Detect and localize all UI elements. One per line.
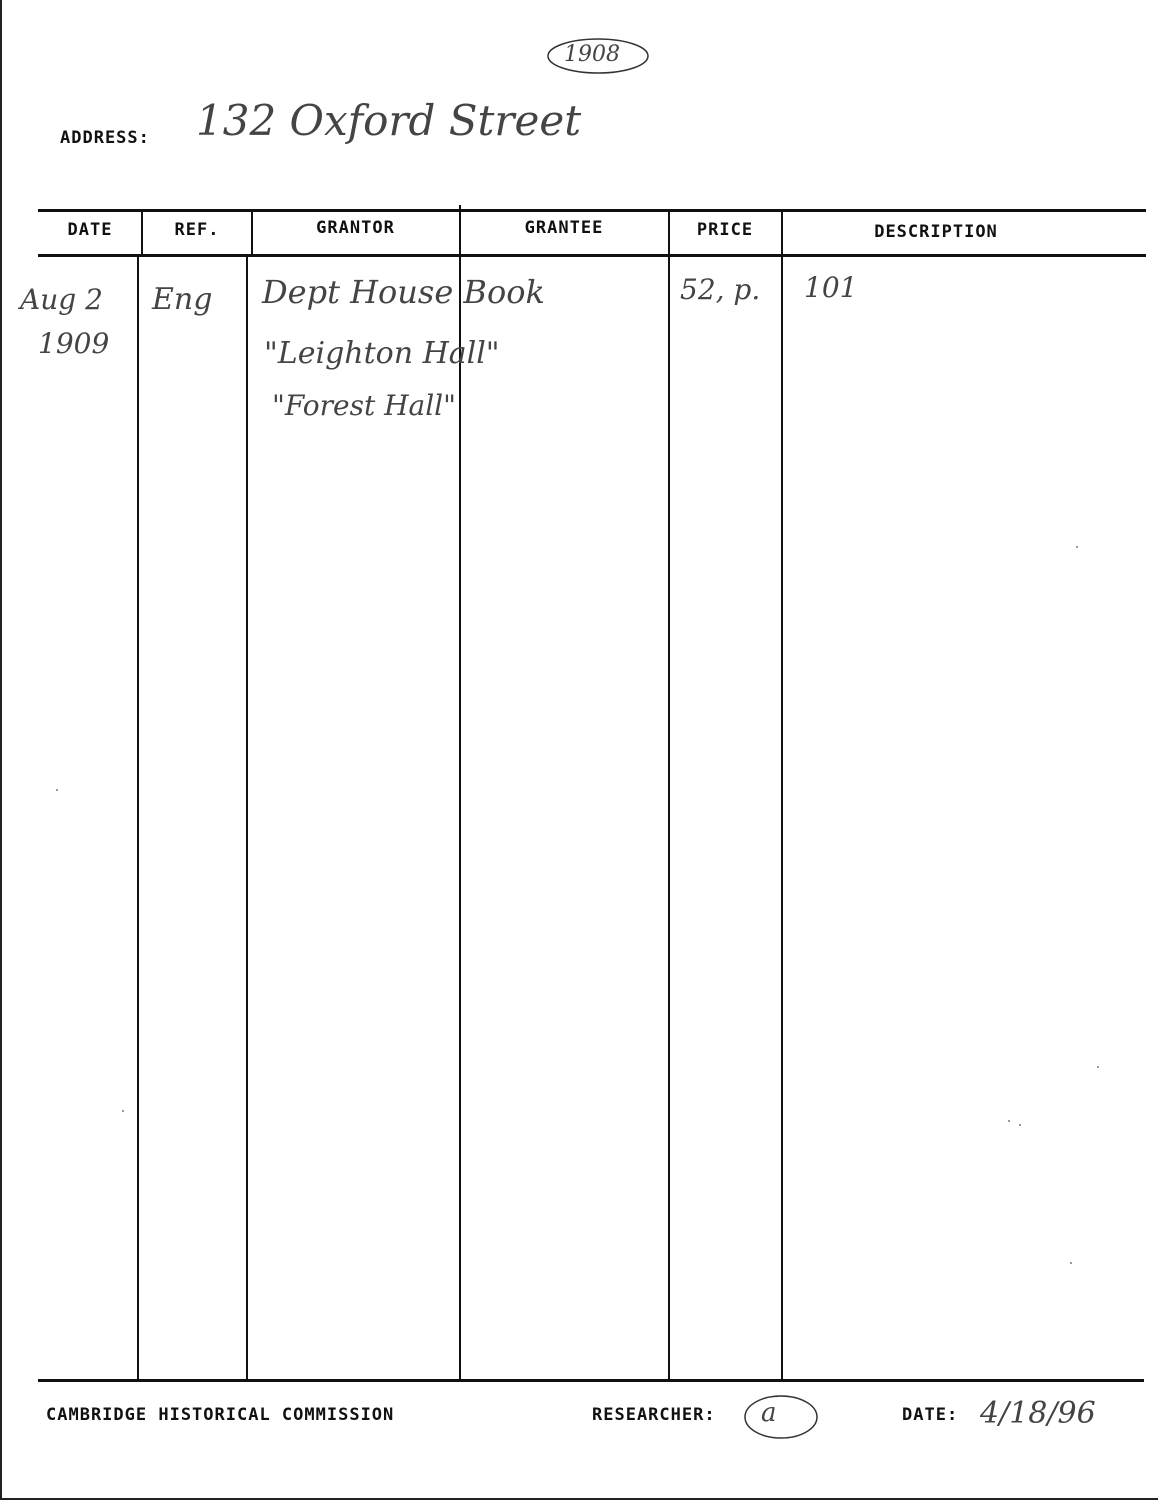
entry-ref: Eng — [152, 282, 213, 317]
column-header-grantee: GRANTEE — [524, 218, 604, 238]
footer-researcher-label: RESEARCHER: — [592, 1405, 716, 1425]
column-divider-price — [781, 209, 783, 1381]
researcher-initials-mark — [741, 1392, 823, 1442]
scan-speck — [56, 789, 58, 791]
scan-speck — [122, 1110, 124, 1112]
scan-speck — [1019, 1124, 1021, 1126]
footer-organization: CAMBRIDGE HISTORICAL COMMISSION — [46, 1405, 395, 1425]
column-divider-ref-body — [246, 255, 248, 1381]
researcher-initials: a — [761, 1398, 777, 1428]
table-top-rule — [38, 209, 1146, 212]
scan-speck — [1008, 1120, 1010, 1122]
column-header-grantor: GRANTOR — [316, 218, 395, 238]
column-divider-grantee — [668, 209, 670, 1381]
entry-price: 52, p. — [680, 273, 761, 306]
entry-grantor-line3: "Forest Hall" — [272, 389, 457, 422]
column-header-ref: REF. — [174, 220, 220, 240]
column-header-date: DATE — [67, 220, 113, 240]
address-label: ADDRESS: — [60, 128, 150, 148]
table-bottom-rule — [38, 1379, 1144, 1382]
entry-description: 101 — [804, 271, 858, 304]
circle-mark-icon — [741, 1392, 823, 1442]
column-header-description: DESCRIPTION — [874, 222, 998, 242]
entry-date-line2: 1909 — [38, 327, 110, 360]
scan-speck — [1076, 546, 1078, 548]
scan-speck — [1070, 1262, 1072, 1264]
year-note — [546, 36, 646, 76]
address-value: 132 Oxford Street — [196, 96, 582, 145]
footer-date-label: DATE: — [902, 1405, 959, 1425]
entry-grantor-line1: Dept House Book — [262, 273, 545, 311]
column-divider-date-body — [137, 255, 139, 1381]
column-header-price: PRICE — [696, 220, 754, 240]
table-header-rule — [38, 254, 1146, 257]
scan-speck — [1097, 1066, 1099, 1068]
footer-date-value: 4/18/96 — [980, 1396, 1096, 1431]
entry-date-line1: Aug 2 — [20, 283, 103, 316]
year-note-text: 1908 — [564, 42, 620, 67]
entry-grantor-line2: "Leighton Hall" — [264, 336, 500, 371]
